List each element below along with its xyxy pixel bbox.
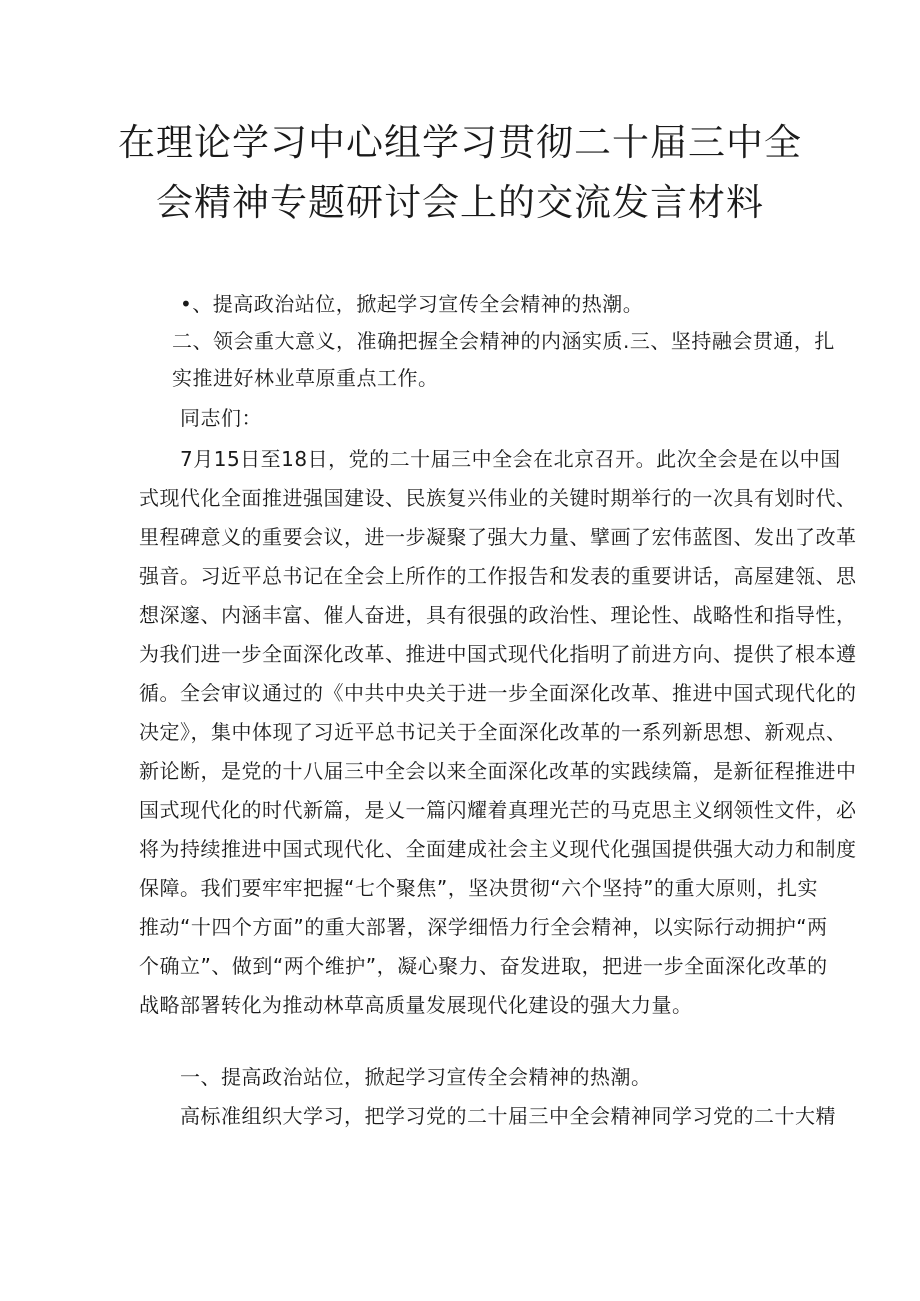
outline-item-1: •、提高政治站位，掀起学习宣传全会精神的热潮。: [180, 292, 644, 316]
paragraph-line: 里程碑意义的重要会议，进一步凝聚了强大力量、擘画了宏伟蓝图、发出了改革: [139, 525, 857, 549]
paragraph-line: 想深邃、内涵丰富、催人奋进，具有很强的政治性、理论性、战略性和指导性，: [139, 603, 857, 627]
paragraph-line: 式现代化全面推进强国建设、民族复兴伟业的关键时期举行的一次具有划时代、: [139, 486, 857, 510]
paragraph-line: 个确立”、做到“两个维护”，凝心聚力、奋发进取，把进一步全面深化改革的: [139, 954, 828, 978]
section-1-heading: 一、提高政治站位，掀起学习宣传全会精神的热潮。: [180, 1065, 652, 1089]
paragraph-line: 为我们进一步全面深化改革、推进中国式现代化指明了前进方向、提供了根本遵: [139, 642, 857, 666]
outline-item-2-continued: 实推进好林业草原重点工作。: [172, 366, 439, 390]
salutation: 同志们：: [180, 406, 262, 430]
paragraph-line: 循。全会审议通过的《中共中央关于进一步全面深化改革、推进中国式现代化的: [139, 681, 857, 705]
paragraph-line: 7月15日至18日，党的二十届三中全会在北京召开。此次全会是在以中国: [180, 447, 841, 471]
paragraph-line: 推动“十四个方面”的重大部署，深学细悟力行全会精神，以实际行动拥护“两: [139, 915, 828, 939]
paragraph-line: 决定》，集中体现了习近平总书记关于全面深化改革的一系列新思想、新观点、: [139, 720, 847, 744]
outline-item-2: 二、领会重大意义，准确把握全会精神的内涵实质.三、坚持融会贯通，扎: [172, 329, 835, 353]
paragraph-line: 国式现代化的时代新篇，是乂一篇闪耀着真理光芒的马克思主义纲领性文件，必: [139, 798, 857, 822]
document-title-line-1: 在理论学习中心组学习贯彻二十届三中全: [118, 121, 802, 164]
paragraph-line: 保障。我们要牢牢把握“七个聚焦”，坚决贯彻“六个坚持”的重大原则，扎实: [139, 876, 818, 900]
paragraph-line: 强音。习近平总书记在全会上所作的工作报告和发表的重要讲话，高屋建瓴、思: [139, 564, 857, 588]
paragraph-line: 将为持续推进中国式现代化、全面建成社会主义现代化强国提供强大动力和制度: [139, 837, 857, 861]
paragraph-line: 战略部署转化为推动林草高质量发展现代化建设的强大力量。: [139, 993, 693, 1017]
document-title-line-2: 会精神专题研讨会上的交流发言材料: [156, 181, 764, 224]
section-1-paragraph-line: 高标准组织大学习，把学习党的二十届三中全会精神同学习党的二十大精: [180, 1104, 836, 1128]
paragraph-line: 新论断，是党的十八届三中全会以来全面深化改革的实践续篇，是新征程推进中: [139, 759, 857, 783]
